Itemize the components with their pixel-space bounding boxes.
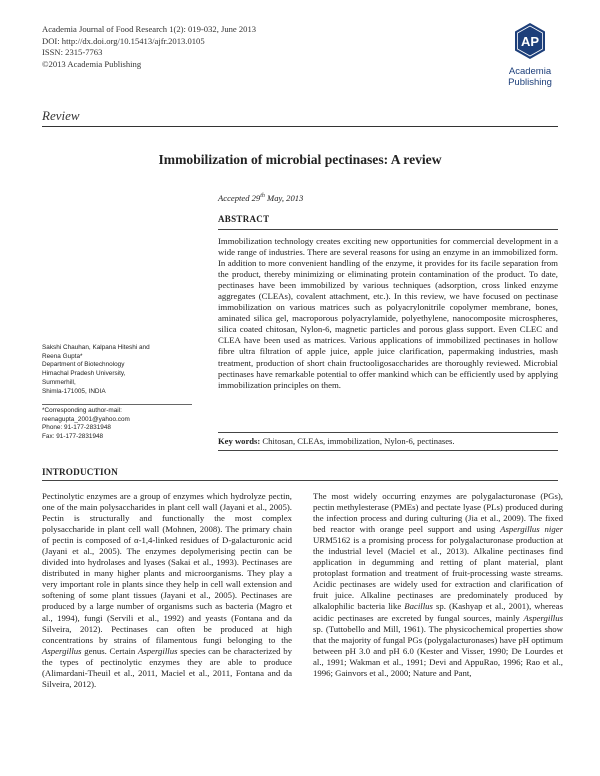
header-divider — [42, 126, 558, 127]
introduction-divider — [42, 480, 558, 481]
logo-line-academia: Academia — [508, 66, 552, 77]
author-names: Sakshi Chauhan, Kalpana Hiteshi and — [42, 344, 150, 351]
academia-publishing-logo-icon — [513, 22, 547, 60]
corresponding-label: *Corresponding author-mail: — [42, 407, 122, 414]
fax: Fax: 91-177-2831948 — [42, 433, 104, 441]
keywords-label: Key words: — [218, 436, 261, 446]
logo-line-publishing: Publishing — [508, 77, 552, 88]
introduction-column-left: Pectinolytic enzymes are a group of enzymes which hydrolyze pectin, one of the main polysaccharides in plant cell wall (Jayani et al., 2005). Pectin is structurally and functionally the most complex polysaccharide in plant cell wall (Mohnen, 2008). The primary chain of pectin is composed of α-1,4-linked residues of D-galacturonic acid (Jayani et al., 2005). The enzymes depolymerising pectin can be divided into hydrolases and lyases (Sakai et al., 1993). Pectinases are distributed in many higher plants and microorganisms. They play a very important role in plants since they help in cell wall extension and softening of some plant tissues (Jayani et al., 2005). Pectinases are produced by a large number of organisms such as bacteria (Magro et al., 1994), fungi (Servili et al., 1992) and yeasts (Fontana and da Silveira, 2012). Pectinases can often be produced at high concentrations by strains of filamentous fungi belonging to the Aspergillus genus. Certain Aspergillus species can be characterized by the types of pectinolytic enzymes they are able to produce (Alimardani-Theuil et al., 2011, Maciel et al., 2011, Fontana and da Silveira, 2012). — [42, 491, 292, 689]
university: Himachal Pradesh University, — [42, 370, 126, 378]
keywords-list: Chitosan, CLEAs, immobilization, Nylon-6, pectinases. — [260, 436, 455, 446]
article-title: Immobilization of microbial pectinases: A review — [158, 152, 442, 167]
publisher-logo — [498, 22, 562, 88]
introduction-column-right: The most widely occurring enzymes are polygalacturonase (PGs), pectin methylesterase (PMEs) and pectate lyase (PLs) produced during the infection process and during culturing (Jia et al., 2009). The fixed bed reactor with orange peel support and using Aspergillus niger URM5162 is a promising process for polygalacturonase production at the industrial level (Maciel et al., 2013). Alkaline pectinases find application in degumming and retting of plant material, plant protoplast formation and treatment of fruit-processing waste streams. Acidic pectinases are widely used for extraction and clarification of fruit juice. Alkaline pectinases are predominately produced by alkalophilic bacteria like Bacillus sp. (Kashyap et al., 2001), whereas acidic pectinases are excreted by fungal sources, mainly Aspergillus sp. (Tuttobello and Mill, 1961). The physicochemical properties show that the majority of fungal PGs (polygalacturonases) have pH optimum between pH 3.0 and pH 6.0 (Kester and Visser, 1990; De Lourdes et al., 1991; Wakman et al., 1991; Devi and AppuRao, 1996; Rao et al., 1996; Gainvors et al., 2000; Nature and Pant, — [313, 491, 563, 678]
author-names-cont: Reena Gupta* — [42, 352, 83, 360]
doi-link[interactable]: DOI: http://dx.doi.org/10.15413/ajfr.2013.0105 — [42, 35, 205, 46]
svg-text:AP: AP — [520, 34, 540, 49]
abstract-divider-top — [218, 229, 558, 230]
abstract-text: Immobilization technology creates exciting new opportunities for commercial development in a wide range of industries. There are several reasons for using an enzyme in an immobilized form. In addition to more convenient handling of the enzyme, it provides for its facile separation from the product, thereby minimizing or eliminating protein contamination of the product. To date, pectinases have been immobilized by various techniques (adsorption, cross linked enzyme aggregates (CLEAs), covalent attachment, etc.). In this review, we have focused on pectinase immobilization on various matrices such as polyacrylonitrile copolymer membrane, bones, aminated silica gel, macroporous polyacrylamide, polyethylene, nanocomposite microspheres, silica coated chitosan, Nylon-6, magnetic particles and porous glass support. Even CLEC and CLEA have been used as matrices. Various applications of immobilized pectinases in hollow fibre ultra filtration of apple juice, apple juice clarification, papermaking industries, mash treatment, production of short chain fructooligosaccharides are thoroughly reviewed. Microbial pectinases have remarkable potential to offer mankind which can be efficiently used by applying immobilization principles on them. — [218, 236, 558, 390]
email-link[interactable]: reenagupta_2001@yahoo.com — [42, 415, 130, 423]
introduction-heading: INTRODUCTION — [42, 467, 118, 477]
keywords — [218, 436, 558, 446]
abstract-divider-bottom — [218, 432, 558, 433]
campus: Summerhill, — [42, 378, 76, 386]
logo-wordmark — [498, 66, 562, 88]
journal-header — [42, 24, 256, 70]
journal-citation: Academia Journal of Food Research 1(2): 019-032, June 2013 — [42, 24, 257, 34]
issn: ISSN: 2315-7763 — [42, 47, 103, 57]
city: Shimla-171005, INDIA — [42, 387, 106, 395]
author-affiliation — [42, 344, 192, 396]
corresponding-author — [42, 407, 192, 442]
article-type: Review — [42, 108, 80, 123]
copyright: ©2013 Academia Publishing — [42, 58, 142, 69]
department: Department of Biotechnology — [42, 361, 125, 369]
phone: Phone: 91-177-2831948 — [42, 424, 111, 432]
keywords-divider — [218, 450, 558, 451]
accepted-date: Accepted 29th May, 2013 — [218, 193, 304, 203]
abstract-heading: ABSTRACT — [218, 214, 270, 224]
corresponding-divider — [42, 404, 192, 405]
